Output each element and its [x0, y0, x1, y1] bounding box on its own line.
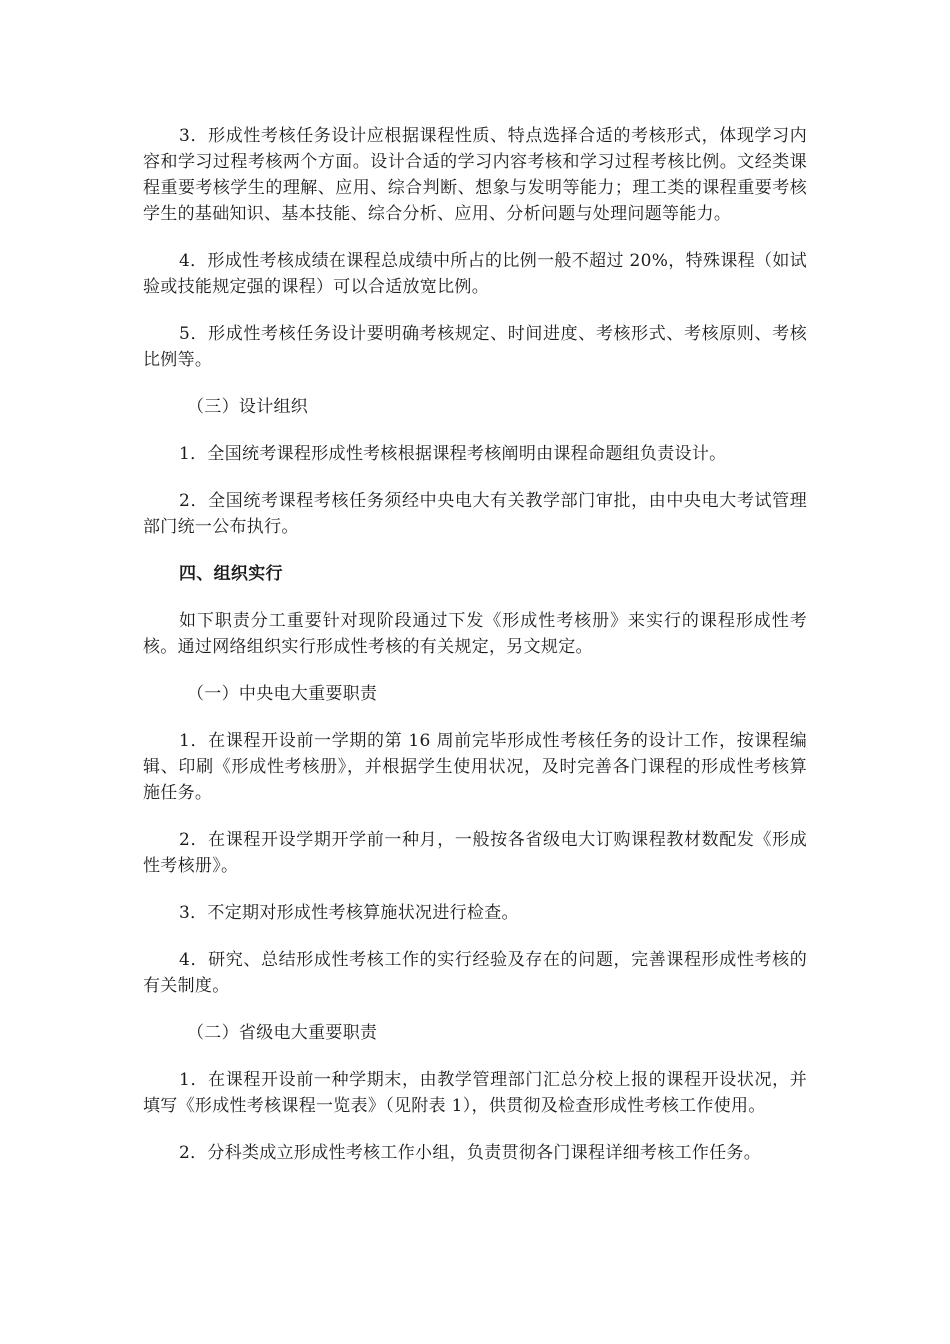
paragraph-provincial-1: 1．在课程开设前一种学期末，由教学管理部门汇总分校上报的课程开设状况，并填写《形成性考核课程一览表》（见附表 1），供贯彻及检查形成性考核工作使用。: [143, 1070, 807, 1116]
paragraph-central-2: 2．在课程开设学期开学前一种月，一般按各省级电大订购课程教材数配发《形成性考核册》。: [143, 830, 807, 876]
paragraph-design-2: 2．全国统考课程考核任务须经中央电大有关教学部门审批，由中央电大考试管理部门统一公布执行。: [143, 491, 807, 537]
paragraph-item-5: 5．形成性考核任务设计要明确考核规定、时间进度、考核形式、考核原则、考核比例等。: [143, 324, 807, 370]
paragraph-provincial-2: 2．分科类成立形成性考核工作小组，负责贯彻各门课程详细考核工作任务。: [179, 1143, 762, 1163]
subsection-heading-central-duties: （一）中央电大重要职责: [187, 684, 378, 704]
paragraph-central-4: 4．研究、总结形成性考核工作的实行经验及存在的问题，完善课程形成性考核的有关制度。: [143, 950, 807, 996]
subsection-heading-provincial-duties: （二）省级电大重要职责: [187, 1023, 378, 1043]
paragraph-central-3: 3．不定期对形成性考核算施状况进行检查。: [179, 903, 519, 923]
document-body: [143, 123, 807, 1187]
paragraph-item-4: 4．形成性考核成绩在课程总成绩中所占的比例一般不超过 20%，特殊课程（如试验或技能规定强的课程）可以合适放宽比例。: [143, 251, 807, 297]
paragraph-item-3: 3．形成性考核任务设计应根据课程性质、特点选择合适的考核形式，体现学习内容和学习过程考核两个方面。设计合适的学习内容考核和学习过程考核比例。文经类课程重要考核学生的理解、应用、综合判断、想象与发明等能力；理工类的课程重要考核学生的基础知识、基本技能、综合分析、应用、分析问题与处理问题等能力。: [143, 126, 807, 224]
paragraph-central-1: 1．在课程开设前一学期的第 16 周前完毕形成性考核任务的设计工作，按课程编辑、印刷《形成性考核册》，并根据学生使用状况，及时完善各门课程的形成性考核算施任务。: [143, 731, 807, 803]
paragraph-implementation-intro: 如下职责分工重要针对现阶段通过下发《形成性考核册》来实行的课程形成性考核。通过网络组织实行形成性考核的有关规定，另文规定。: [143, 611, 807, 657]
paragraph-design-1: 1．全国统考课程形成性考核根据课程考核阐明由课程命题组负责设计。: [179, 444, 727, 464]
section-heading-implementation: 四、组织实行: [179, 564, 283, 584]
subsection-heading-design-organization: （三）设计组织: [187, 397, 309, 417]
